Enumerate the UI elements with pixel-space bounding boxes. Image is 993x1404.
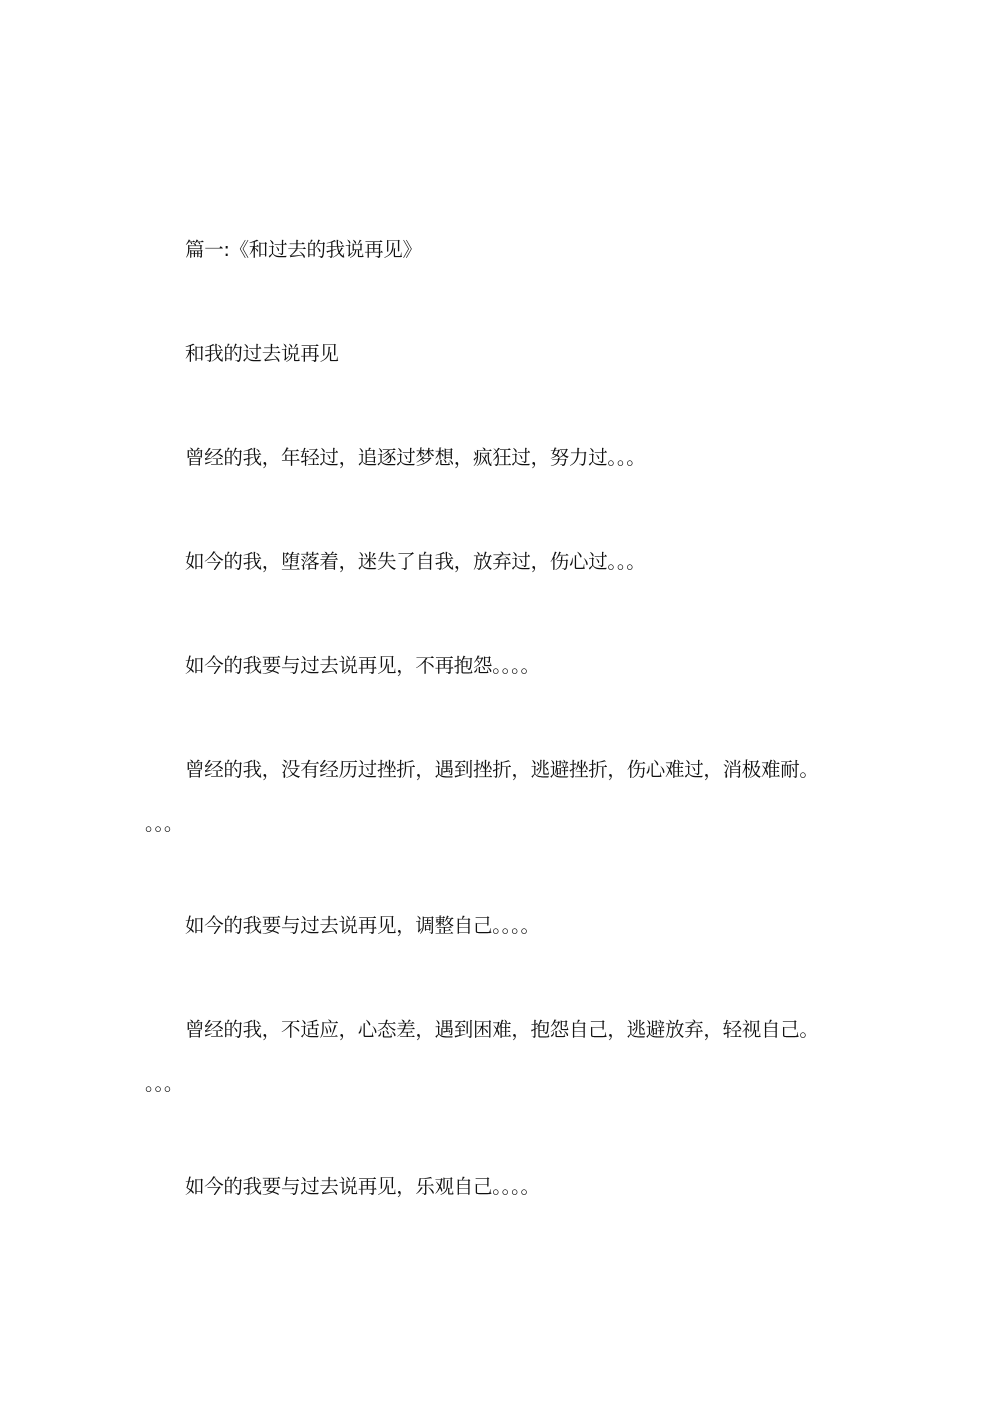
paragraph: 如今的我要与过去说再见，乐观自己。。。。	[185, 1175, 540, 1198]
paragraph: 如今的我，堕落着，迷失了自我，放弃过，伤心过。。。	[185, 550, 646, 573]
paragraph: 曾经的我，没有经历过挫折，遇到挫折，逃避挫折，伤心难过，消极难耐。	[185, 758, 819, 781]
paragraph-continuation: 。。。	[145, 812, 184, 835]
paragraph: 如今的我要与过去说再见，调整自己。。。。	[185, 914, 540, 937]
paragraph: 曾经的我，年轻过，追逐过梦想，疯狂过，努力过。。。	[185, 446, 646, 469]
document-title: 篇一:《和过去的我说再见》	[185, 238, 422, 261]
document-subtitle: 和我的过去说再见	[185, 342, 339, 365]
paragraph: 如今的我要与过去说再见，不再抱怨。。。。	[185, 654, 540, 677]
paragraph: 曾经的我，不适应，心态差，遇到困难，抱怨自己，逃避放弃，轻视自己。	[185, 1018, 819, 1041]
paragraph-continuation: 。。。	[145, 1072, 184, 1095]
